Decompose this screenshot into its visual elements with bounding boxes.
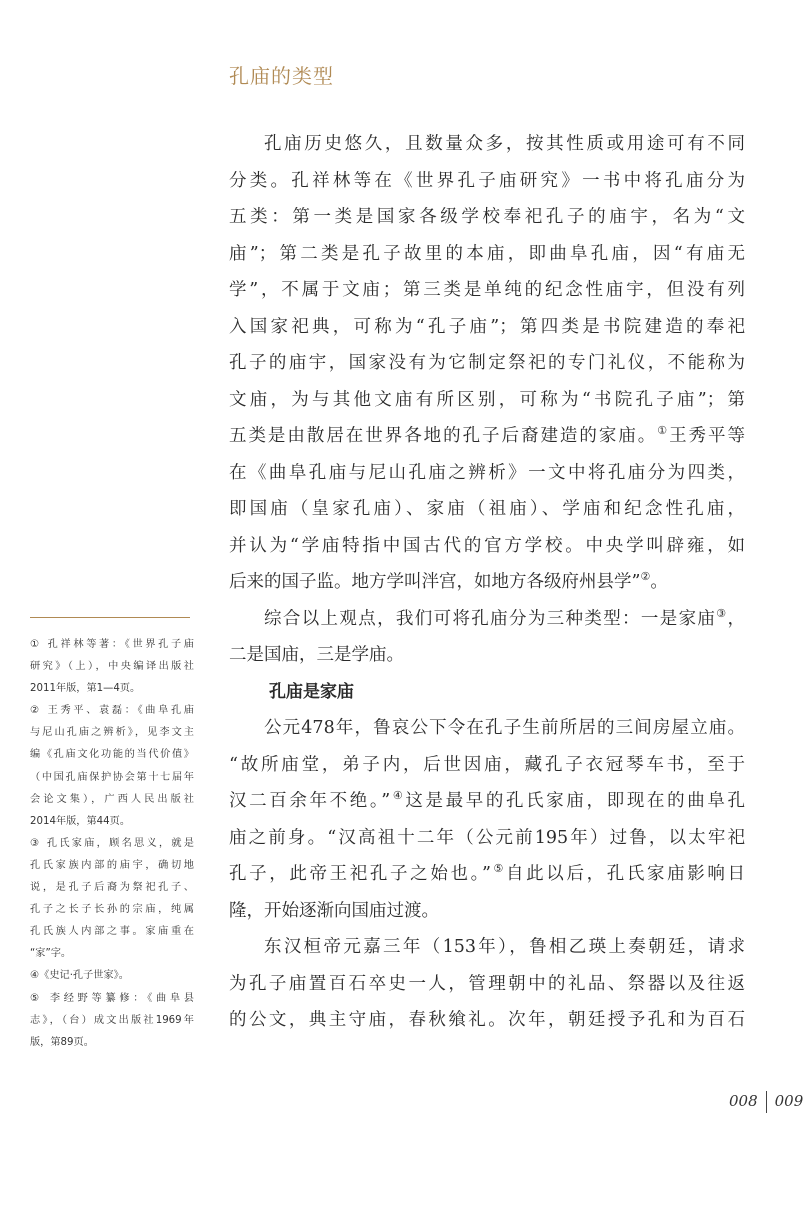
text-line — [229, 966, 745, 1003]
text-span: 后来的国子监。地方学叫泮宫，如地方各级府州县学” — [229, 572, 641, 592]
text-line — [30, 789, 194, 811]
text-span: “家”字。 — [30, 948, 72, 960]
text-span: 五类是由散居在世界各地的孔子后裔建造的家庙。 — [229, 426, 658, 446]
footnotes — [30, 634, 194, 1054]
text-line — [30, 767, 194, 789]
text-span: 为孔子庙置百石卒史一人，管理朝中的礼品、祭器以及往返 — [229, 973, 745, 994]
text-span: 即国庙（皇家孔庙）、家庙（祖庙）、学庙和纪念性孔庙， — [229, 499, 745, 519]
text-line — [30, 678, 194, 700]
text-line — [229, 491, 745, 528]
text-line — [30, 700, 194, 722]
text-line — [229, 272, 745, 309]
text-span: 研究》（上），中央编译出版社 — [30, 661, 194, 673]
text-line — [229, 418, 745, 455]
text-line — [30, 1032, 194, 1054]
text-line — [30, 899, 194, 921]
text-span: 东汉桓帝元嘉三年（153年），鲁相乙瑛上奏朝廷，请求 — [264, 937, 745, 957]
text-line — [229, 345, 745, 382]
text-line — [30, 722, 194, 744]
text-span: ② 王秀平、袁磊：《曲阜孔庙 — [30, 705, 194, 717]
text-line — [229, 783, 745, 820]
text-span: 公元478年，鲁哀公下令在孔子生前所居的三间房屋立庙。 — [264, 718, 745, 738]
text-line — [30, 965, 194, 987]
text-span: 。 — [650, 572, 668, 592]
text-span: 在《曲阜孔庙与尼山孔庙之辨析》一文中将孔庙分为四类， — [229, 462, 745, 483]
page-numbers — [729, 1091, 803, 1113]
text-span: ， — [727, 608, 745, 629]
text-span: 王秀平等 — [669, 426, 745, 446]
main-text — [229, 126, 745, 1039]
footnote-ref[interactable]: ① — [657, 424, 670, 437]
text-line — [229, 820, 745, 857]
text-span: 孔氏家族内部的庙宇，确切地 — [30, 859, 194, 871]
text-span: 孔庙历史悠久，且数量众多，按其性质或用途可有不同 — [264, 134, 745, 154]
text-span: 自此以后，孔氏家庙影响日 — [506, 864, 745, 884]
text-span: 庙之前身。“汉高祖十二年（公元前195年）过鲁，以太牢祀 — [229, 827, 745, 848]
text-line — [229, 929, 745, 966]
footnote-ref[interactable]: ⑤ — [490, 862, 507, 875]
text-span: ③ 孔氏家庙，顾名思义，就是 — [30, 837, 194, 849]
text-span: 志》，（台）成文出版社1969年 — [30, 1014, 194, 1026]
text-line — [30, 656, 194, 678]
text-span: 隆，开始逐渐向国庙过渡。 — [229, 900, 439, 921]
text-span: 学”，不属于文庙；第三类是单纯的纪念性庙宇，但没有列 — [229, 280, 745, 300]
text-line — [30, 943, 194, 965]
text-line — [229, 455, 745, 492]
text-line — [30, 877, 194, 899]
text-span: 孔子之长子长孙的宗庙，纯属 — [30, 904, 194, 916]
text-span: 综合以上观点，我们可将孔庙分为三种类型：一是家庙 — [264, 608, 717, 629]
text-line — [229, 1002, 745, 1039]
text-span: ⑤ 李经野等纂修：《曲阜县 — [30, 992, 194, 1004]
page-number-left: 008 — [729, 1092, 758, 1110]
text-span: （中国孔庙保护协会第十七届年 — [30, 771, 194, 783]
text-line — [229, 637, 745, 674]
text-span: 汉二百余年不绝。” — [229, 791, 391, 811]
text-line — [229, 564, 745, 601]
section-title: 孔庙的类型 — [229, 64, 334, 88]
text-line — [30, 921, 194, 943]
text-line — [229, 528, 745, 565]
text-span: 孔子，此帝王祀孔子之始也。” — [229, 864, 491, 884]
footnote-divider — [30, 617, 190, 618]
text-span: 庙”；第二类是孔子故里的本庙，即曲阜孔庙，因“有庙无 — [229, 243, 745, 264]
page-number-right: 009 — [774, 1092, 803, 1110]
text-span: 2014年版，第44页。 — [30, 815, 131, 827]
text-span: 分类。孔祥林等在《世界孔子庙研究》一书中将孔庙分为 — [229, 170, 745, 191]
text-span: 与尼山孔庙之辨析》，见李文主 — [30, 727, 194, 739]
footnote-ref[interactable]: ③ — [716, 606, 728, 620]
text-line — [229, 126, 745, 163]
text-span: 编《孔庙文化功能的当代价值》 — [30, 749, 194, 761]
text-line — [229, 747, 745, 784]
page-number-divider — [766, 1091, 767, 1113]
text-line — [30, 744, 194, 766]
text-line — [229, 309, 745, 346]
text-span: 入国家祀典，可称为“孔子庙”；第四类是书院建造的奉祀 — [229, 316, 745, 337]
text-span: 这是最早的孔氏家庙，即现在的曲阜孔 — [405, 791, 745, 811]
text-span: 孔庙是家庙 — [269, 681, 354, 702]
text-line — [229, 382, 745, 419]
text-span: 版，第89页。 — [30, 1036, 94, 1048]
text-line — [30, 1010, 194, 1032]
text-span: 孔氏族人内部之事。家庙重在 — [30, 926, 194, 938]
text-span: 会论文集），广西人民出版社 — [30, 793, 194, 805]
text-line — [30, 634, 194, 656]
text-span: ① 孔祥林等著：《世界孔子庙 — [30, 639, 194, 650]
text-line — [229, 199, 745, 236]
footnote-ref[interactable]: ② — [640, 570, 651, 583]
text-span: 二是国庙，三是学庙。 — [229, 645, 404, 665]
text-span: 五类：第一类是国家各级学校奉祀孔子的庙宇，名为“文 — [229, 207, 745, 227]
text-line — [229, 710, 745, 747]
text-span: “故所庙堂，弟子内，后世因庙，藏孔子衣冠琴车书，至于 — [229, 754, 745, 775]
text-span: 孔子的庙宇，国家没有为它制定祭祀的专门礼仪，不能称为 — [229, 353, 745, 373]
text-line — [30, 855, 194, 877]
text-line — [229, 236, 745, 273]
text-line — [229, 601, 745, 638]
text-span: 说，是孔子后裔为祭祀孔子、 — [30, 882, 194, 894]
text-line — [229, 856, 745, 893]
text-line — [229, 893, 745, 930]
footnote-ref[interactable]: ④ — [390, 789, 406, 802]
text-span: 并认为“学庙特指中国古代的官方学校。中央学叫辟雍，如 — [229, 535, 745, 556]
text-span: 文庙，为与其他文庙有所区别，可称为“书院孔子庙”；第 — [229, 389, 745, 410]
text-span: 的公文，典主守庙，春秋飨礼。次年，朝廷授予孔和为百石 — [229, 1010, 745, 1030]
text-span: 2011年版，第1—4页。 — [30, 683, 141, 695]
text-line — [229, 163, 745, 200]
text-line — [30, 833, 194, 855]
text-line — [30, 988, 194, 1010]
text-line — [30, 811, 194, 833]
subheading — [229, 674, 745, 711]
text-span: ④《史记·孔子世家》。 — [30, 970, 129, 982]
